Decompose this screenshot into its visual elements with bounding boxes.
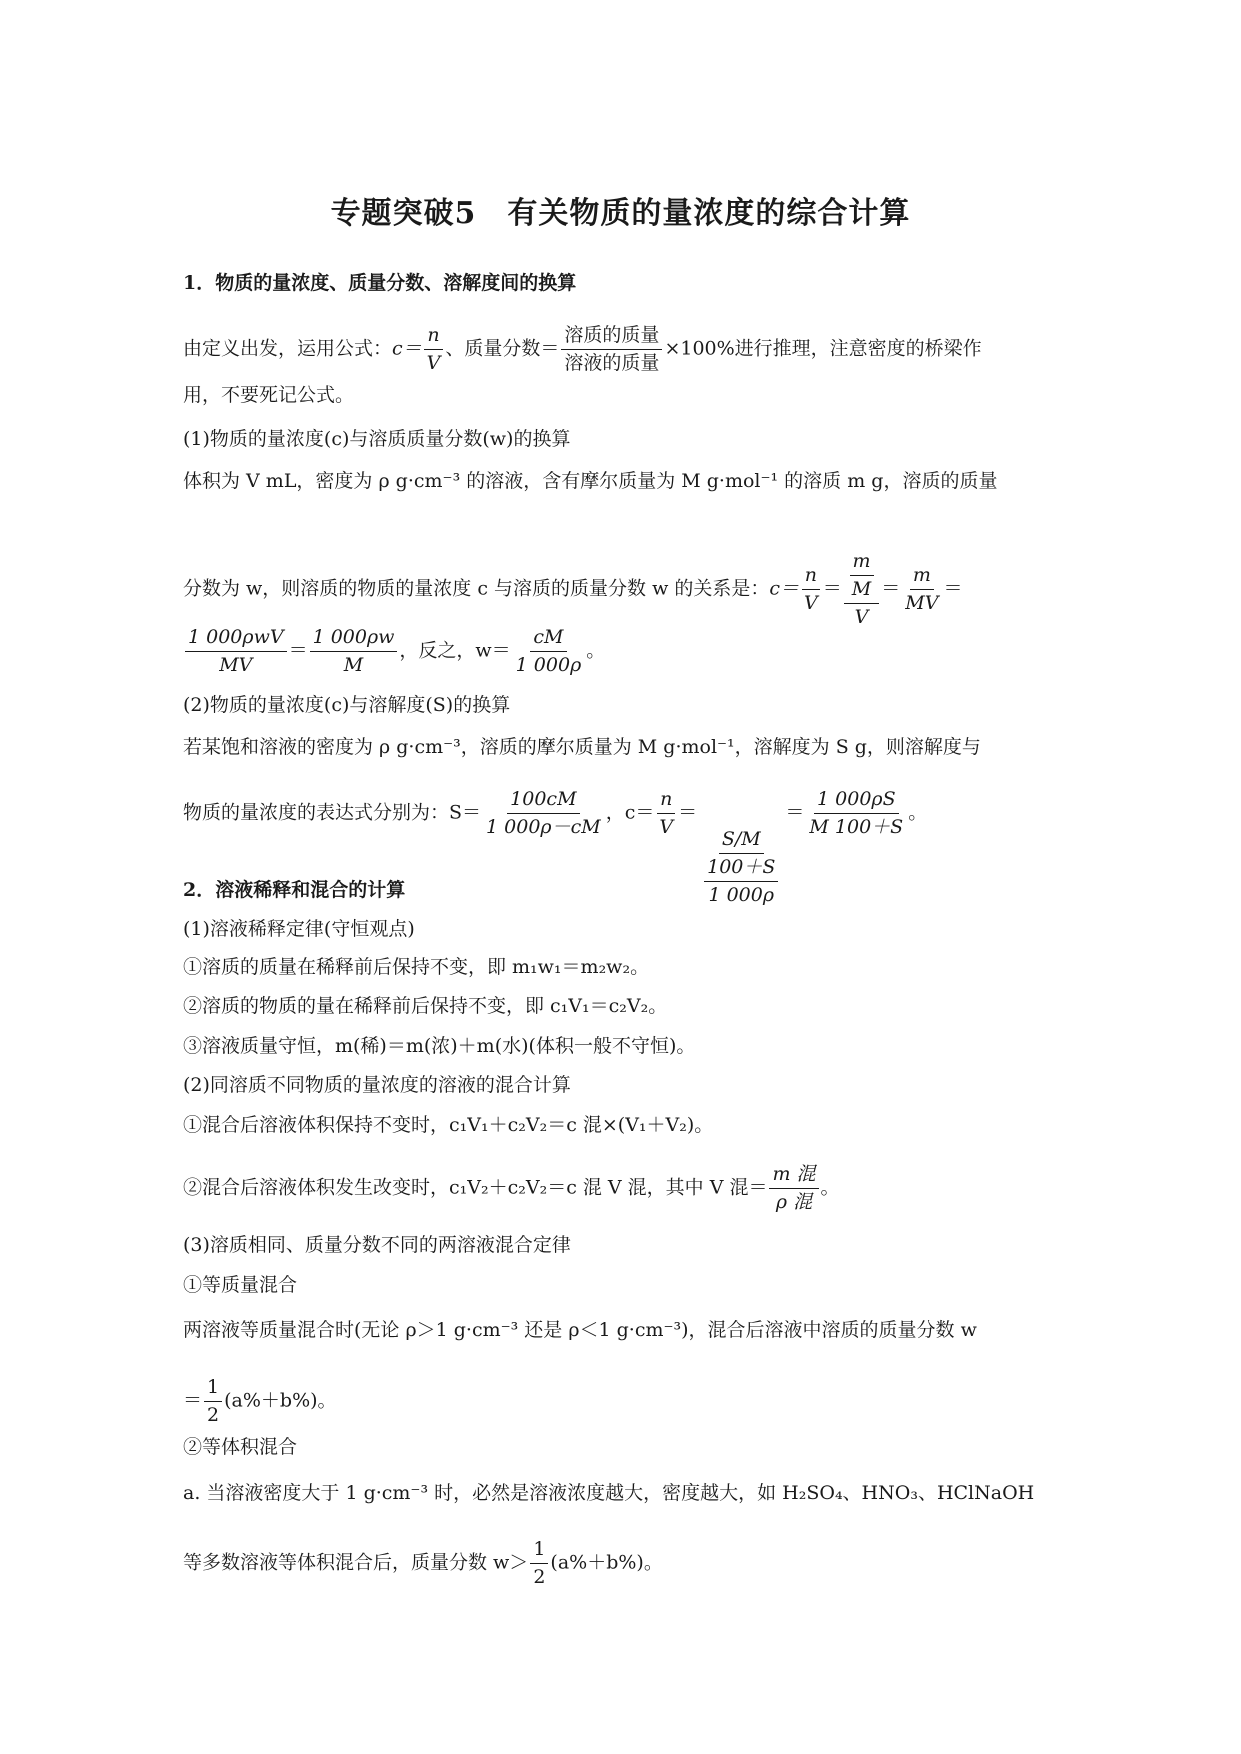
numerator: 1 (204, 1378, 222, 1402)
text: ，c＝ (605, 801, 655, 824)
fraction-one-half (204, 1378, 222, 1425)
equals: ＝ (785, 801, 805, 824)
page-title: 专题突破5 有关物质的量浓度的综合计算 (330, 196, 911, 231)
denominator: V (854, 606, 869, 628)
formula-c: c＝ (769, 577, 800, 600)
equals: ＝ (822, 577, 842, 600)
rule-mass-constant: ①溶质的质量在稀释前后保持不变，即 m₁w₁＝m₂w₂。 (183, 956, 650, 978)
text: 物质的量浓度的表达式分别为：S＝ (183, 801, 482, 824)
fraction-one-half (530, 1540, 548, 1587)
text: (a%＋b%)。 (224, 1389, 337, 1412)
numerator: 1 000ρS (814, 790, 899, 814)
numerator: S/M (719, 830, 764, 854)
formula-equal-mass-result (183, 1378, 1063, 1425)
numerator: cM (530, 628, 566, 652)
text: ②混合后溶液体积发生改变时，c₁V₂＋c₂V₂＝c 混 V 混，其中 V 混＝ (183, 1176, 768, 1199)
paragraph-formula-definition (183, 326, 1063, 373)
subheading-1-1: (1)物质的量浓度(c)与溶质质量分数(w)的换算 (183, 428, 571, 450)
fraction-m-over-mv (902, 566, 941, 613)
fraction-1000pw-over-m (310, 628, 398, 675)
equals: ＝ (183, 1389, 203, 1412)
fraction-m-over-rho-mix (769, 1165, 818, 1212)
rule-mass-conservation: ③溶液质量守恒，m(稀)＝m(浓)＋m(水)(体积一般不守恒)。 (183, 1035, 696, 1057)
numerator: m 混 (769, 1165, 818, 1189)
subheading-2-2: (2)同溶质不同物质的量浓度的溶液的混合计算 (183, 1074, 571, 1096)
equals: ＝ (288, 639, 308, 662)
fraction-1000pwv-over-mv (185, 628, 287, 675)
fraction-1000ps (806, 790, 906, 837)
numerator: n (802, 566, 820, 590)
denominator: 1 000ρ－cM (486, 816, 601, 838)
paragraph-relation-c-w (183, 552, 1063, 627)
numerator: m (850, 552, 874, 576)
subheading-2-3: (3)溶质相同、质量分数不同的两溶液混合定律 (183, 1234, 571, 1256)
fraction-mass-fraction (561, 326, 662, 373)
denominator: 1 000ρ (515, 654, 582, 676)
denominator: M 100＋S (809, 816, 904, 838)
equals: ＝ (881, 577, 901, 600)
denominator: MV (219, 654, 253, 676)
formula-c: c＝ (392, 337, 422, 360)
denominator: V (426, 352, 441, 374)
denominator: 1 000ρ (708, 883, 775, 906)
numerator (844, 552, 879, 604)
text: (a%＋b%)。 (550, 1551, 663, 1574)
rule-volume-constant: ①混合后溶液体积保持不变时，c₁V₁＋c₂V₂＝c 混×(V₁＋V₂)。 (183, 1114, 714, 1136)
rule-equal-volume-heading: ②等体积混合 (183, 1436, 298, 1458)
subheading-2-1: (1)溶液稀释定律(守恒观点) (183, 918, 415, 940)
denominator: MV (905, 592, 939, 614)
text: 。 (820, 1176, 840, 1199)
denominator: 2 (533, 1566, 546, 1588)
paragraph-equal-mass: 两溶液等质量混合时(无论 ρ＞1 g·cm⁻³ 还是 ρ＜1 g·cm⁻³)，混合后溶液中溶质的质量分数 w (183, 1319, 977, 1341)
text: ，反之，w＝ (399, 639, 511, 662)
numerator: 1 000ρw (310, 628, 398, 652)
equals: ＝ (943, 577, 963, 600)
denominator: 2 (207, 1404, 220, 1426)
denominator: V (804, 592, 818, 614)
paragraph-volume-density: 体积为 V mL，密度为 ρ g·cm⁻³ 的溶液，含有摩尔质量为 M g·mol⁻¹ 的溶质 m g，溶质的质量 (183, 470, 998, 492)
numerator: 溶质的质量 (561, 326, 662, 350)
paragraph-relation-continued (183, 628, 1063, 675)
equals: ＝ (678, 801, 698, 824)
fraction-m-over-M-over-V (844, 552, 879, 627)
text: 等多数溶液等体积混合后，质量分数 w＞ (183, 1551, 529, 1574)
denominator: M (851, 578, 872, 600)
paragraph-equal-volume-a: a. 当溶液密度大于 1 g·cm⁻³ 时，必然是溶液浓度越大，密度越大，如 H₂SO₄、HNO₃、HClNaOH (183, 1482, 1035, 1504)
rule-equal-mass-heading: ①等质量混合 (183, 1274, 298, 1296)
fraction-n-over-v (656, 790, 676, 837)
paragraph-continuation: 用，不要死记公式。 (183, 384, 355, 406)
denominator: 溶液的质量 (564, 352, 660, 374)
denominator: M (343, 654, 364, 676)
numerator: m (910, 566, 934, 590)
paragraph-saturated-solution: 若某饱和溶液的密度为 ρ g·cm⁻³，溶质的摩尔质量为 M g·mol⁻¹，溶解度为 S g，则溶解度与 (183, 736, 981, 758)
text: 。 (908, 801, 928, 824)
denominator: V (659, 816, 674, 838)
inner-fraction (849, 552, 874, 599)
rule-moles-constant: ②溶质的物质的量在稀释前后保持不变，即 c₁V₁＝c₂V₂。 (183, 995, 668, 1017)
fraction-cm-over-1000p (513, 628, 585, 675)
rule-volume-changes (183, 1165, 1063, 1212)
text: 由定义出发，运用公式： (183, 337, 393, 360)
section-2-heading: 2．溶液稀释和混合的计算 (183, 879, 406, 901)
paragraph-equal-volume-a-result (183, 1540, 1063, 1587)
numerator: 100＋S (704, 858, 778, 882)
text: 、质量分数＝ (445, 337, 560, 360)
section-1-heading: 1．物质的量浓度、质量分数、溶解度间的换算 (183, 272, 577, 294)
denominator: ρ 混 (775, 1191, 813, 1213)
subheading-1-2: (2)物质的量浓度(c)与溶解度(S)的换算 (183, 694, 511, 716)
fraction-n-over-v (801, 566, 821, 613)
fraction-100cm (483, 790, 604, 837)
text: 分数为 w，则溶质的物质的量浓度 c 与溶质的质量分数 w 的关系是： (183, 577, 770, 600)
numerator: n (424, 326, 442, 350)
numerator: 1 000ρwV (185, 628, 287, 652)
numerator: n (657, 790, 675, 814)
text: ×100%进行推理，注意密度的桥梁作 (664, 337, 982, 360)
numerator: 100cM (507, 790, 579, 814)
fraction-n-over-v (424, 326, 444, 373)
numerator: 1 (530, 1540, 548, 1564)
text: 。 (586, 639, 606, 662)
